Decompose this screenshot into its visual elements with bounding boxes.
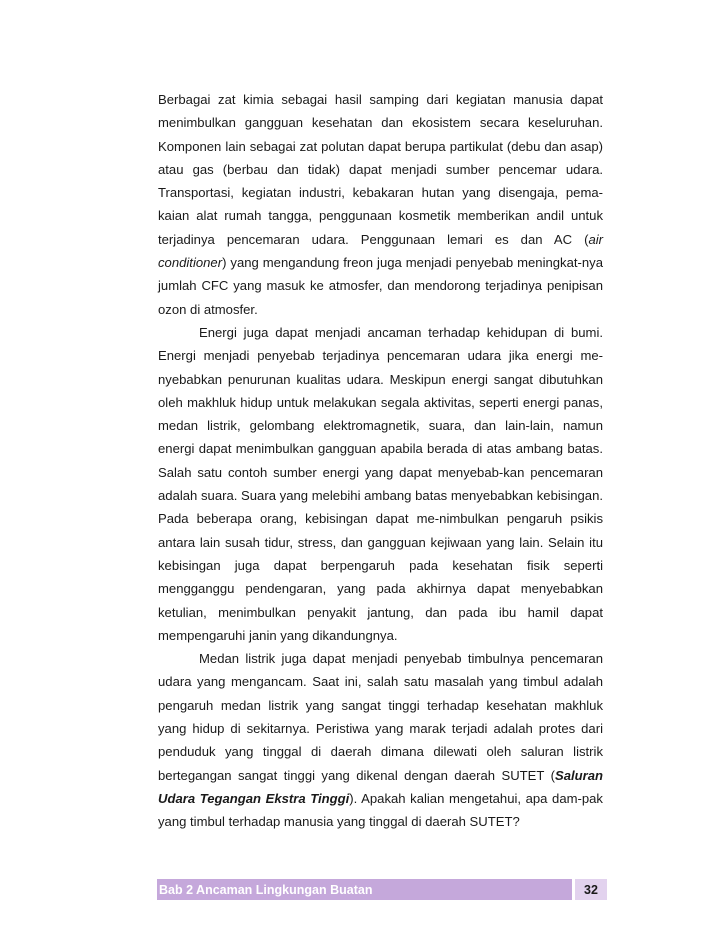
paragraph-3 <box>158 647 603 833</box>
text-run: air conditioner <box>158 231 603 271</box>
page-number: 32 <box>575 879 607 900</box>
text-run: Berbagai zat kimia sebagai hasil samping dari kegiatan manusia dapat menimbulkan gangguan kesehatan dan ekosistem secara keseluruhan. Komponen lain sebagai zat polutan dapat berupa partikulat (debu dan asap) atau gas (berbau dan tidak) dapat menjadi sumber pencemar udara. Transportasi, kegiatan industri, kebakaran hutan yang disengaja, pema-kaian alat rumah tangga, penggunaan kosmetik memberikan andil untuk terjadinya pencemaran udara. Penggunaan lemari es dan AC ( <box>158 92 603 247</box>
text-run: Energi juga dapat menjadi ancaman terhadap kehidupan di bumi. Energi menjadi penyebab terjadinya pencemaran udara jika energi me-nyebabkan penurunan kualitas udara. Meskipun energi sangat dibutuhkan oleh makhluk hidup untuk melakukan segala aktivitas, seperti energi panas, medan listrik, gelombang elektromagnetik, suara, dan lain-lain, namun energi dapat menimbulkan gangguan apabila berada di atas ambang batas. Salah satu contoh sumber energi yang dapat menyebab-kan pencemaran adalah suara. Suara yang melebihi ambang batas menyebabkan kebisingan. Pada beberapa orang, kebisingan dapat me-nimbulkan pengaruh psikis antara lain susah tidur, stress, dan gangguan kejiwaan yang lain. Selain itu kebisingan juga dapat berpengaruh pada kesehatan fisik seperti mengganggu pendengaran, yang pada akhirnya dapat menyebabkan ketulian, menimbulkan penyakit jantung, dan pada ibu hamil dapat mempengaruhi janin yang dikandungnya. <box>158 324 603 643</box>
text-run: Medan listrik juga dapat menjadi penyebab timbulnya pencemaran udara yang mengancam. Saat ini, salah satu masalah yang timbul adalah pengaruh medan listrik yang sangat tinggi terhadap kesehatan makhluk yang hidup di sekitarnya. Peristiwa yang marak terjadi adalah protes dari penduduk yang tinggal di daerah dimana dilewati oleh saluran listrik bertegangan sangat tinggi yang dikenal dengan daerah SUTET ( <box>158 651 603 783</box>
page-footer <box>157 879 607 900</box>
paragraph-1 <box>158 88 603 321</box>
text-run: ) yang mengandung freon juga menjadi penyebab meningkat-nya jumlah CFC yang masuk ke atmosfer, dan mendorong terjadinya penipisan ozon di atmosfer. <box>158 255 603 317</box>
text-run: ). Apakah kalian mengetahui, apa dam-pak yang timbul terhadap manusia yang tinggal di daerah SUTET? <box>158 790 603 830</box>
text-run: Saluran Udara Tegangan Ekstra Tinggi <box>158 767 603 806</box>
paragraph-2 <box>158 321 603 647</box>
footer-chapter-title: Bab 2 Ancaman Lingkungan Buatan <box>157 879 572 900</box>
page-body <box>158 88 603 834</box>
